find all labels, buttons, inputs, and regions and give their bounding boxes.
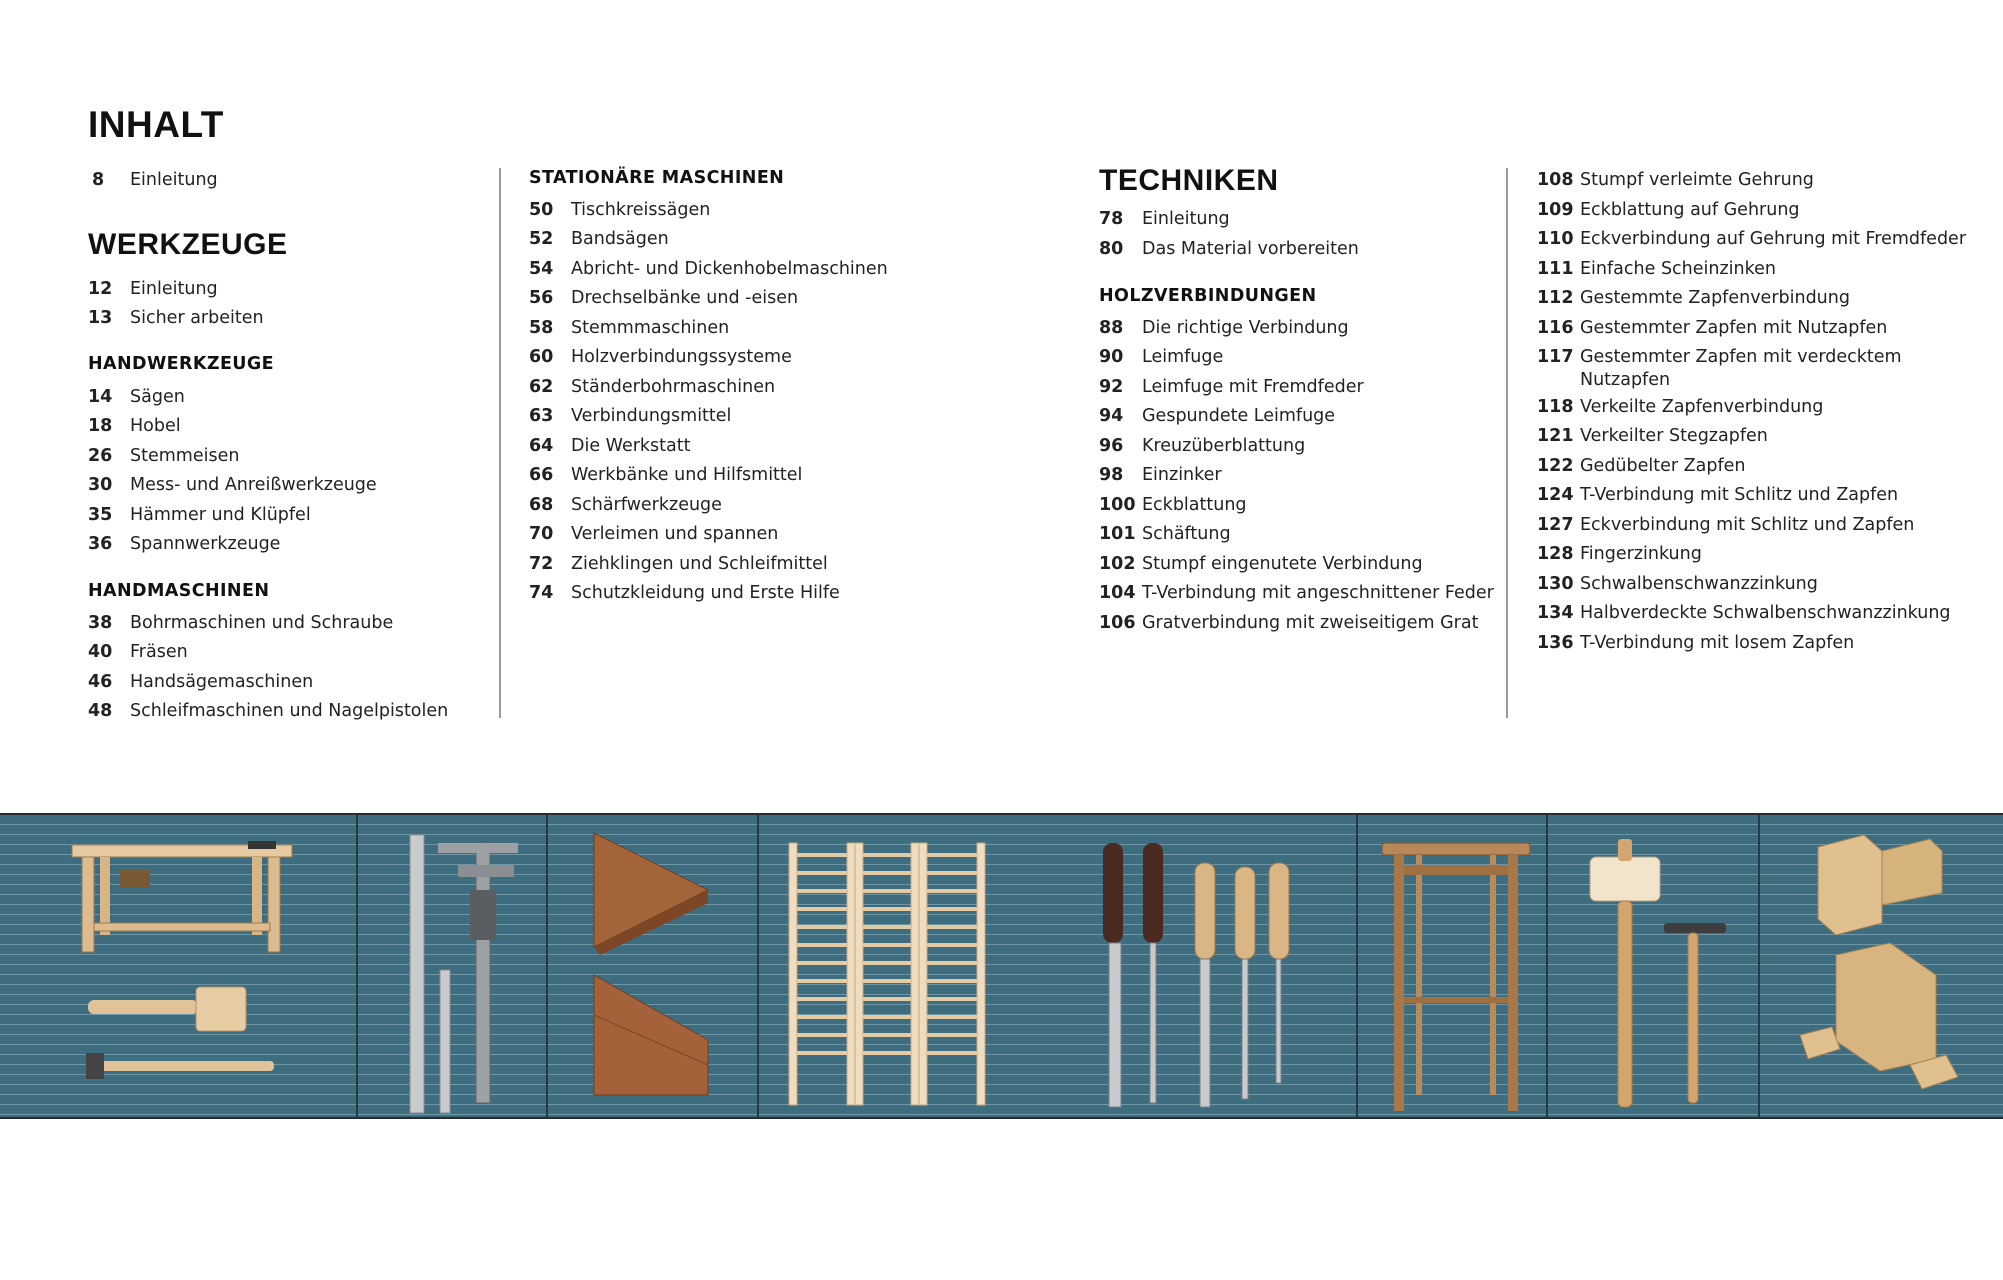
subheading-handmaschinen: HANDMASCHINEN xyxy=(88,581,270,601)
mallet-icon xyxy=(1590,839,1660,1107)
stool-photo xyxy=(1358,815,1548,1117)
hammer-icon xyxy=(86,1053,274,1079)
column-divider xyxy=(1506,168,1508,718)
section-title-techniken: TECHNIKEN xyxy=(1099,164,1279,197)
section-title-werkzeuge: WERKZEUGE xyxy=(88,228,288,261)
mallet-icon xyxy=(88,987,246,1031)
wood-joints-photo xyxy=(1760,815,2003,1117)
column-divider xyxy=(499,168,501,718)
subheading-handwerkzeuge: HANDWERKZEUGE xyxy=(88,354,275,374)
chisels-icon xyxy=(1103,843,1289,1107)
mallet-hammer-photo xyxy=(1548,815,1760,1117)
ruler-icon xyxy=(410,835,450,1113)
wood-boards-photo xyxy=(548,815,759,1117)
page-title: INHALT xyxy=(88,104,224,145)
stool-icon xyxy=(1382,843,1530,1111)
measuring-tools-photo xyxy=(358,815,548,1117)
screen-slats xyxy=(797,855,977,1053)
corner-joint-icon xyxy=(1818,835,1942,935)
subheading-holzverbindungen: HOLZVERBINDUNGEN xyxy=(1099,286,1317,306)
folding-screen-photo xyxy=(759,815,1358,1117)
workbench-photo xyxy=(0,815,358,1117)
t-joint-icon xyxy=(1800,943,1958,1089)
board-wedge-icon xyxy=(594,975,708,1095)
hammer-icon xyxy=(1664,923,1726,1103)
workbench-icon xyxy=(72,841,292,952)
subheading-stationaere-maschinen: STATIONÄRE MASCHINEN xyxy=(529,168,785,188)
board-miter-icon xyxy=(594,833,708,955)
folding-screen-icon xyxy=(789,843,985,1105)
tool-image-strip xyxy=(0,813,2003,1119)
